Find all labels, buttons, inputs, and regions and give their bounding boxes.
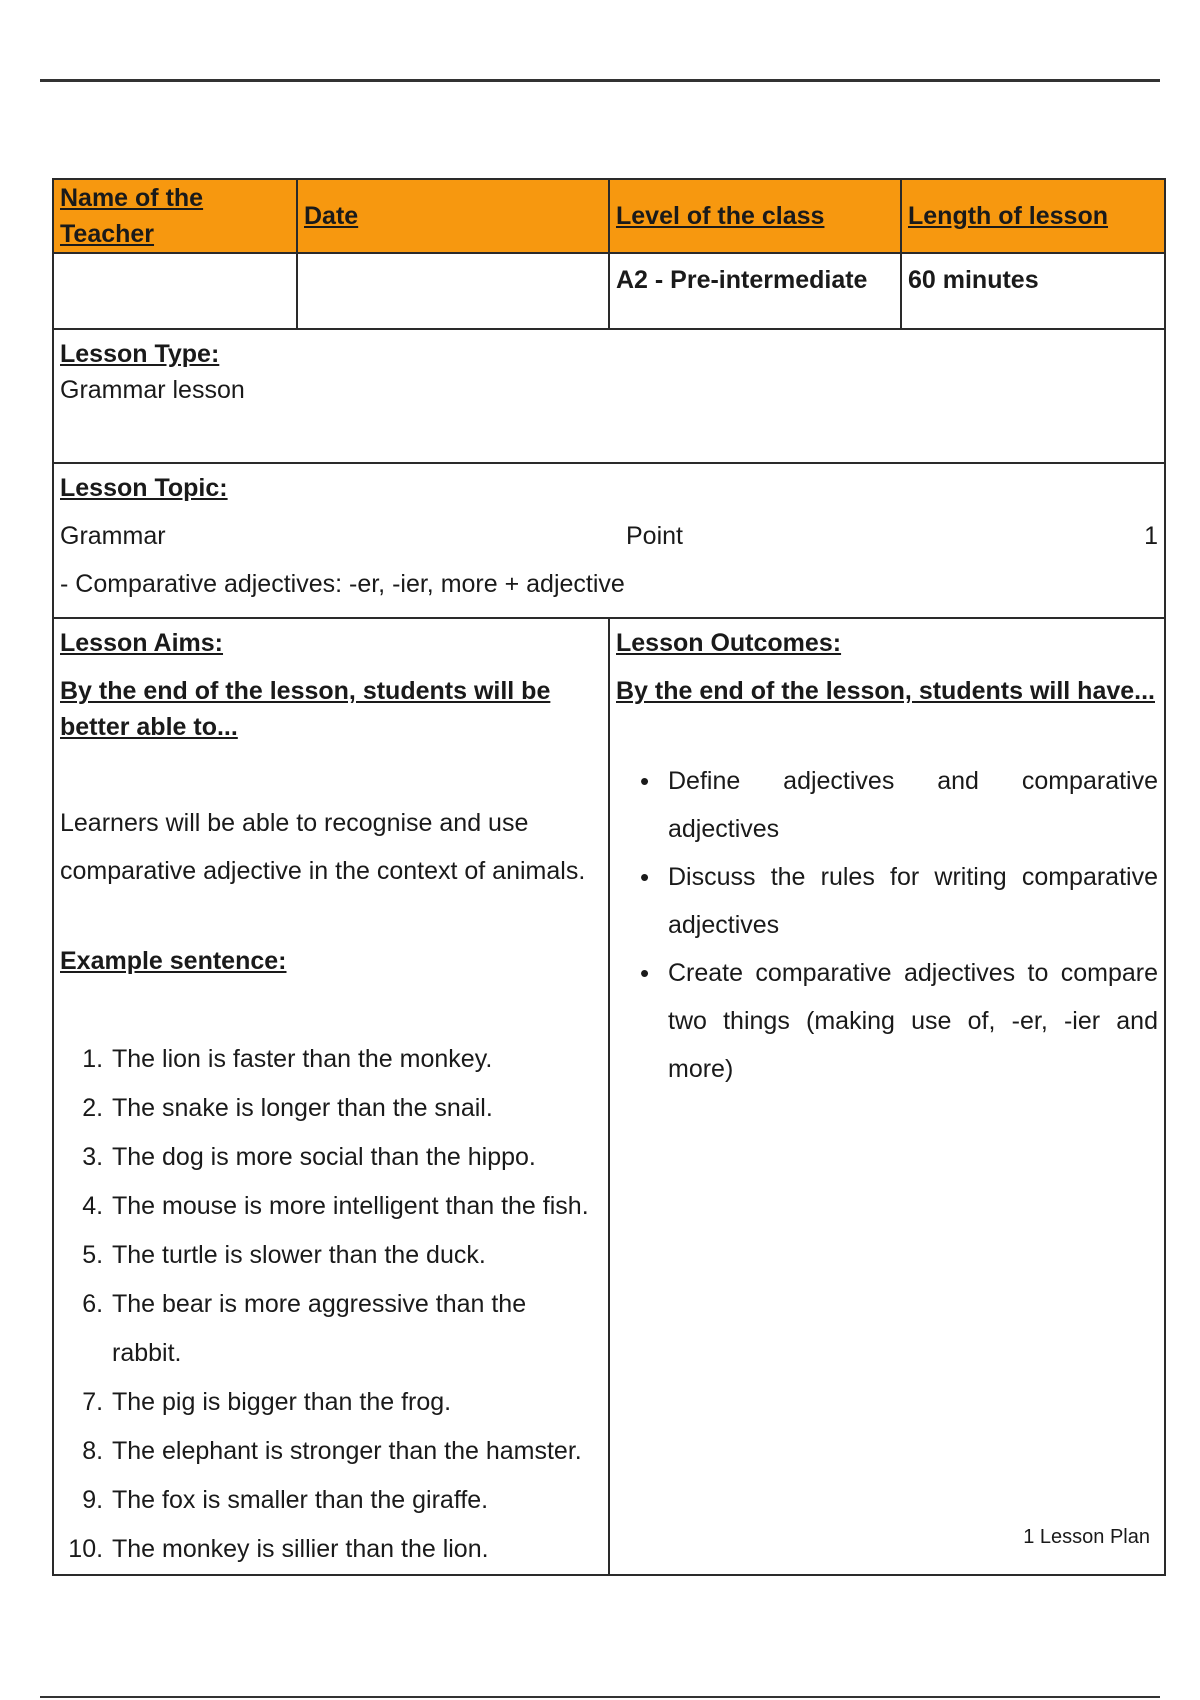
bottom-rule (40, 1696, 1160, 1698)
lesson-aims-text: Learners will be able to recognise and use comparative adjective in the context of animals. (60, 809, 586, 885)
list-item: 2. The snake is longer than the snail. (110, 1084, 602, 1133)
lesson-topic-row (53, 463, 1165, 618)
level-header: Level of the class (609, 179, 901, 253)
lesson-aims-subtitle: By the end of the lesson, students will be better able to... (60, 677, 551, 741)
example-sentence-label: Example sentence: (60, 947, 287, 975)
list-item: • Define adjectives and comparative adjectives (668, 757, 1158, 853)
topic-grammar: Grammar (60, 522, 166, 550)
lesson-outcomes-cell (609, 618, 1165, 1575)
list-item: 1. The lion is faster than the monkey. (110, 1035, 602, 1084)
level-value: A2 - Pre-intermediate (609, 253, 901, 329)
lesson-type-cell (53, 329, 1165, 463)
list-item: 7. The pig is bigger than the frog. (110, 1378, 602, 1427)
lesson-aims-cell (53, 618, 609, 1575)
lesson-type-label: Lesson Type: (60, 340, 220, 368)
lesson-outcomes-label: Lesson Outcomes: (616, 629, 842, 657)
length-value: 60 minutes (901, 253, 1165, 329)
list-item: • Discuss the rules for writing comparative adjectives (668, 853, 1158, 949)
info-row (53, 253, 1165, 329)
list-item: 3. The dog is more social than the hippo. (110, 1133, 602, 1182)
topic-line (60, 518, 1158, 554)
header-row (53, 179, 1165, 253)
topic-point-number: 1 (1144, 522, 1158, 550)
lesson-aims-label: Lesson Aims: (60, 629, 224, 657)
date-value (297, 253, 609, 329)
lesson-topic-cell (53, 463, 1165, 618)
lesson-outcomes-subtitle: By the end of the lesson, students will have... (616, 677, 1155, 705)
list-item: 8. The elephant is stronger than the hamster. (110, 1427, 602, 1476)
list-item: 5. The turtle is slower than the duck. (110, 1231, 602, 1280)
lesson-type-value: Grammar lesson (60, 376, 245, 404)
length-header: Length of lesson (901, 179, 1165, 253)
outcome-list (616, 757, 1158, 1093)
teacher-header: Name of the Teacher (53, 179, 297, 253)
lesson-topic-label: Lesson Topic: (60, 474, 228, 502)
top-rule (40, 79, 1160, 82)
date-header: Date (297, 179, 609, 253)
teacher-value (53, 253, 297, 329)
list-item: 9. The fox is smaller than the giraffe. (110, 1476, 602, 1525)
list-item: 4. The mouse is more intelligent than the fish. (110, 1182, 602, 1231)
topic-point-label: Point (626, 522, 683, 550)
list-item: 10. The monkey is sillier than the lion. (110, 1525, 602, 1574)
footer-title: Lesson Plan (1039, 1526, 1150, 1548)
lesson-plan-table (52, 178, 1166, 1576)
page-number: 1 (1023, 1526, 1035, 1548)
page-footer (1023, 1526, 1150, 1549)
topic-detail: - Comparative adjectives: -er, -ier, more + adjective (60, 570, 625, 598)
list-item: • Create comparative adjectives to compare two things (making use of, -er, -ier and more) (668, 949, 1158, 1093)
example-list (60, 1035, 602, 1574)
aims-outcomes-row (53, 618, 1165, 1575)
list-item: 6. The bear is more aggressive than the rabbit. (110, 1280, 602, 1378)
lesson-type-row (53, 329, 1165, 463)
